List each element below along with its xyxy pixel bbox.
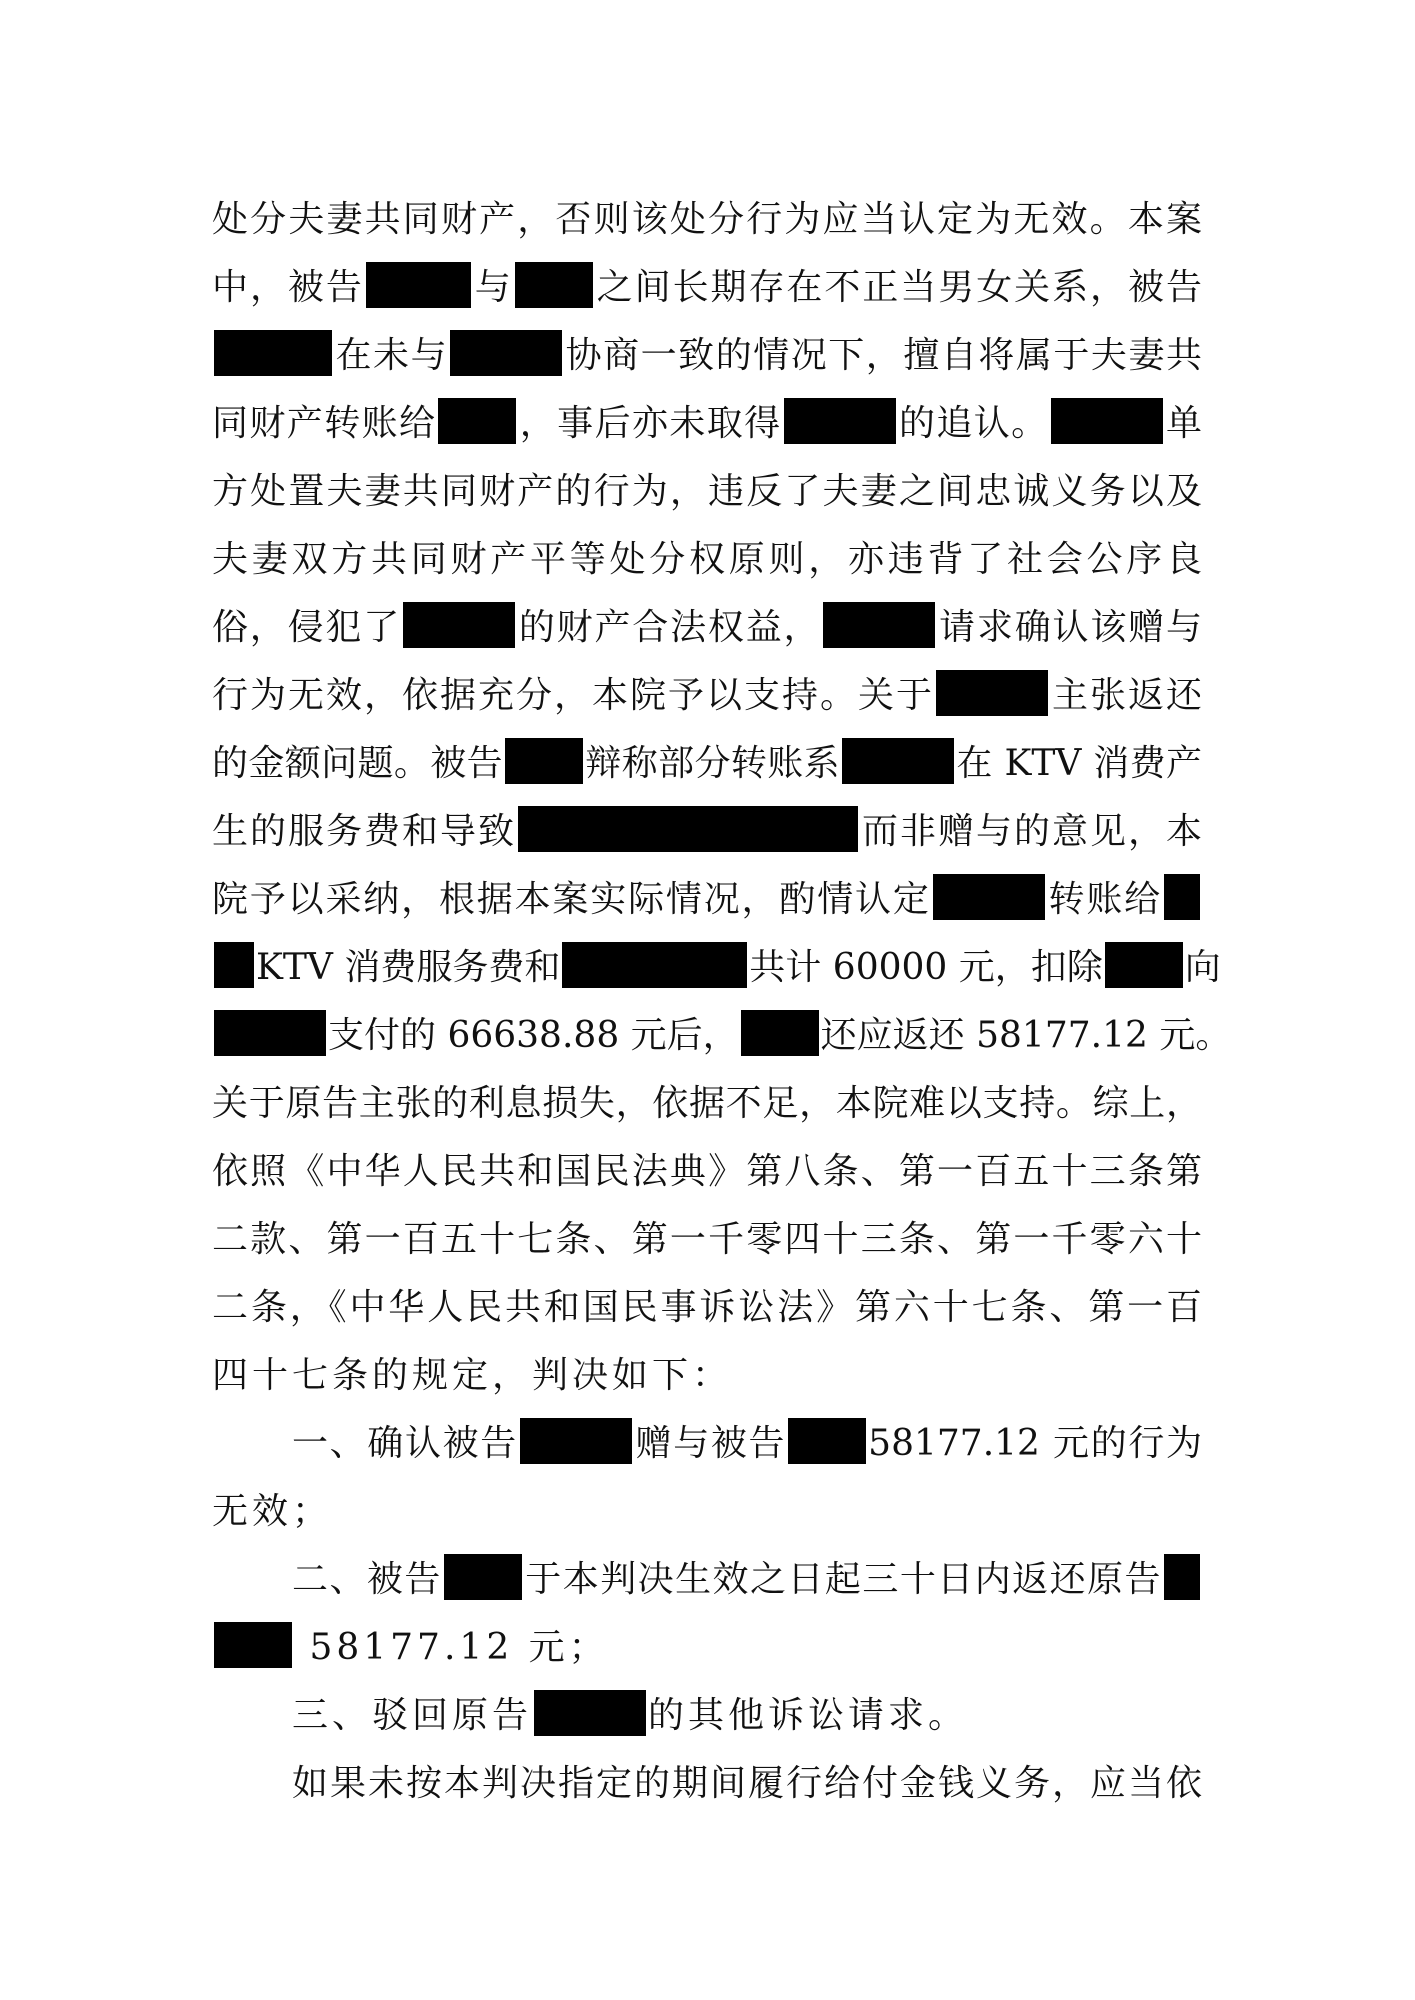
redaction-block	[1164, 874, 1200, 920]
redaction-block	[214, 1010, 326, 1056]
text-segment: 四十七条的规定，判决如下：	[212, 1355, 733, 1396]
text-segment: 赠与被告	[633, 1423, 787, 1464]
text-line	[212, 1686, 1202, 1746]
text-segment: 主张返还	[1049, 675, 1202, 716]
text-segment: 的财产合法权益，	[517, 607, 822, 648]
redaction-block	[562, 942, 747, 988]
text-segment: 共计 60000 元，扣除	[749, 947, 1103, 988]
text-line	[212, 1210, 1202, 1270]
text-segment: 方处置夫妻共同财产的行为，违反了夫妻之间忠诚义务以及	[212, 471, 1202, 512]
redaction-block	[214, 1622, 292, 1668]
text-line	[212, 258, 1202, 318]
redaction-block	[534, 1690, 646, 1736]
redaction-block	[214, 942, 254, 988]
text-line	[212, 1550, 1202, 1610]
text-segment: 58177.12 元；	[294, 1627, 609, 1668]
redaction-block	[1051, 398, 1163, 444]
redaction-block	[741, 1010, 819, 1056]
redaction-block	[515, 262, 593, 308]
text-segment: 的其他诉讼请求。	[648, 1695, 969, 1736]
redaction-block	[842, 738, 954, 784]
redaction-block	[784, 398, 896, 444]
text-line	[212, 1414, 1202, 1474]
text-line	[212, 802, 1202, 862]
text-segment: 于本判决生效之日起三十日内返还原告	[523, 1559, 1162, 1600]
redaction-block	[518, 806, 858, 852]
redaction-block	[823, 602, 935, 648]
redaction-block	[438, 398, 516, 444]
redaction-block	[505, 738, 583, 784]
text-segment: ，事后亦未取得	[518, 403, 782, 444]
text-line	[212, 734, 1202, 794]
text-segment: 夫妻双方共同财产平等处分权原则，亦违背了社会公序良	[212, 539, 1202, 580]
text-segment: 中，被告	[212, 267, 364, 308]
text-segment: 关于原告主张的利息损失，依据不足，本院难以支持。综上，	[212, 1083, 1202, 1124]
text-segment: 向	[1184, 947, 1221, 988]
redaction-block	[450, 330, 562, 376]
text-segment: 还应返还 58177.12 元。	[820, 1015, 1232, 1056]
text-segment: 二条，《中华人民共和国民事诉讼法》第六十七条、第一百	[212, 1287, 1202, 1328]
redaction-block	[936, 670, 1048, 716]
redaction-block	[214, 330, 332, 376]
text-segment: 协商一致的情况下，擅自将属于夫妻共	[564, 335, 1202, 376]
text-segment: 生的服务费和导致	[212, 811, 516, 852]
text-segment: 58177.12 元的行为	[868, 1423, 1202, 1464]
text-line	[212, 870, 1202, 930]
text-line	[212, 530, 1202, 590]
text-segment: 在未与	[334, 335, 449, 376]
text-segment: 一、确认被告	[292, 1423, 518, 1464]
redaction-block	[520, 1418, 632, 1464]
text-line	[212, 1006, 1232, 1066]
redaction-block	[403, 602, 515, 648]
text-line	[212, 598, 1202, 658]
redaction-block	[933, 874, 1045, 920]
text-line	[212, 326, 1202, 386]
text-segment: 二款、第一百五十七条、第一千零四十三条、第一千零六十	[212, 1219, 1202, 1260]
text-segment: 同财产转账给	[212, 403, 437, 444]
text-line	[212, 666, 1202, 726]
text-segment: 无效；	[212, 1491, 333, 1532]
text-segment: 院予以采纳，根据本案实际情况，酌情认定	[212, 879, 931, 920]
text-line	[212, 1142, 1202, 1202]
redaction-block	[1105, 942, 1183, 988]
text-segment: 支付的 66638.88 元后，	[328, 1015, 739, 1056]
text-segment: 的金额问题。被告	[212, 743, 503, 784]
text-segment: 单	[1164, 403, 1202, 444]
text-segment: 辩称部分转账系	[584, 743, 840, 784]
text-line	[212, 1754, 1202, 1814]
text-segment: 的追认。	[897, 403, 1049, 444]
text-segment: 之间长期存在不正当男女关系，被告	[594, 267, 1202, 308]
text-segment: 与	[472, 267, 513, 308]
text-segment: 转账给	[1046, 879, 1162, 920]
text-line	[212, 938, 1221, 998]
text-line	[212, 1278, 1202, 1338]
text-segment: 而非赠与的意见，本	[860, 811, 1202, 852]
text-segment: 俗，侵犯了	[212, 607, 402, 648]
text-segment: 行为无效，依据充分，本院予以支持。关于	[212, 675, 934, 716]
text-line	[212, 190, 1202, 250]
redaction-block	[788, 1418, 866, 1464]
text-segment: 处分夫妻共同财产，否则该处分行为应当认定为无效。本案	[212, 199, 1202, 240]
text-segment: 三、驳回原告	[292, 1695, 533, 1736]
text-line	[212, 1346, 1202, 1406]
text-segment: 在 KTV 消费产	[955, 743, 1202, 784]
redaction-block	[366, 262, 471, 308]
redaction-block	[1164, 1554, 1200, 1600]
text-line	[212, 394, 1202, 454]
text-line	[212, 1618, 1202, 1678]
text-segment: 如果未按本判决指定的期间履行给付金钱义务，应当依	[292, 1763, 1202, 1804]
text-line	[212, 1074, 1202, 1134]
text-segment: 请求确认该赠与	[937, 607, 1202, 648]
text-segment: KTV 消费服务费和	[256, 947, 561, 988]
text-line	[212, 1482, 1202, 1542]
redaction-block	[444, 1554, 522, 1600]
text-segment: 二、被告	[292, 1559, 442, 1600]
text-segment: 依照《中华人民共和国民法典》第八条、第一百五十三条第	[212, 1151, 1202, 1192]
text-line	[212, 462, 1202, 522]
